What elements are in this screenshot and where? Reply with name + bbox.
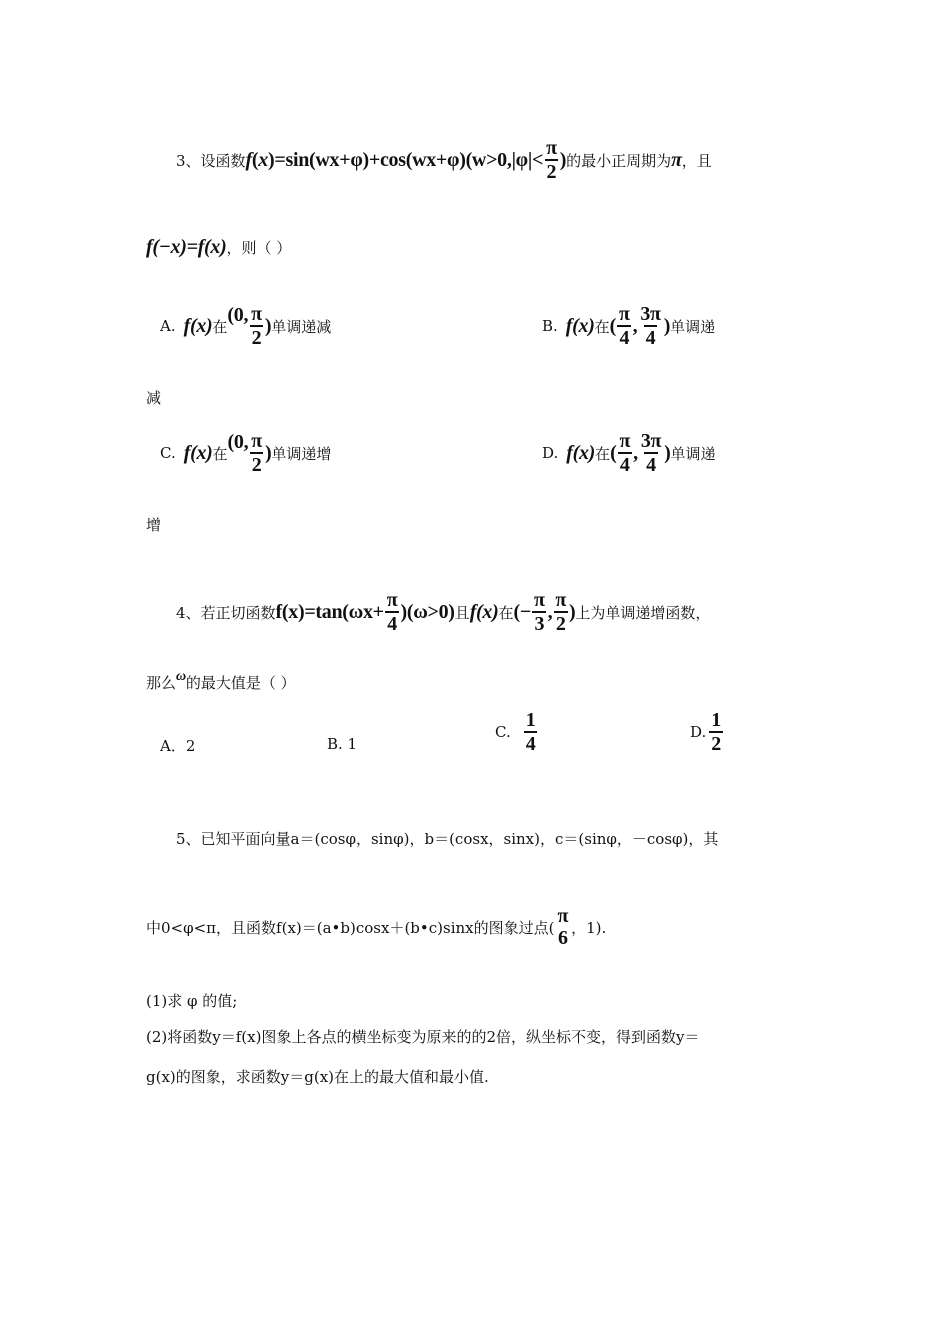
q3-function-formula: f(x)=sin(wx+φ)+cos(wx+φ)(w>0,|φ|< bbox=[245, 148, 544, 171]
q3-stem-line2: f(−x)=f(x) ，则（ ） bbox=[146, 236, 292, 258]
q3-even-condition: f(−x)=f(x) bbox=[146, 236, 227, 258]
q4-stem-line2: 那么 ω 的最大值是（ ） bbox=[146, 669, 296, 692]
q3-option-d[interactable]: D. f(x) 在 ( $\frac{\pi}{4}$ , $\frac{3\pi}{4}$ ) 单调递 bbox=[542, 430, 716, 476]
q4-option-d[interactable]: D. $\frac{1}{2}$ bbox=[690, 709, 721, 755]
q5-stem-line2: 中0<φ<π，且函数f(x)＝(a•b)cosx＋(b•c)sinx的图象过点( π 6 ，1). bbox=[146, 905, 607, 949]
q5-part-1: (1)求 φ 的值; bbox=[146, 992, 238, 1010]
q3-option-b[interactable]: B. f(x) 在 ( $\frac{\pi}{4}$ , $\frac{3\pi}{4}$ ) 单调递 bbox=[542, 303, 716, 349]
q3-option-c[interactable]: C. f(x) 在 (0, $\frac{\pi}{2}$ ) 单调递增 bbox=[160, 430, 332, 476]
q4-option-c[interactable]: C. $\frac{1}{4}$ bbox=[495, 709, 536, 755]
q3-stem-line1: 3、设函数 f(x)=sin(wx+φ)+cos(wx+φ)(w>0,|φ|< $\frac{\pi}{2}$ ) 的最小正周期为 π ，且 bbox=[176, 137, 712, 183]
q3-tail: 的最小正周期为 bbox=[566, 151, 672, 170]
q4-option-b[interactable]: B. 1 bbox=[327, 735, 358, 753]
q3-pi-over-2: $\frac{\pi}{2}$ bbox=[546, 137, 557, 183]
q3-option-a[interactable]: A. f(x) 在 (0, $\frac{\pi}{2}$ ) 单调递减 bbox=[160, 303, 332, 349]
q4-stem-line1: 4、若正切函数 f(x)=tan(ωx+ $\frac{\pi}{4}$ )(ω>0) 且 f(x) 在 (− $\frac{\pi}{3}$ , $\frac{\pi}{2}$ ) 上为单调递增函数， bbox=[176, 589, 711, 635]
q5-point-pi-over-6: π 6 bbox=[557, 905, 569, 949]
q3-option-b-wrap: 减 bbox=[146, 389, 162, 407]
q3-lead: 3、设函数 bbox=[176, 151, 246, 170]
q4-option-a[interactable]: A．2 bbox=[160, 737, 196, 755]
q3-option-d-wrap: 增 bbox=[146, 516, 162, 534]
q5-stem-line1: 5、已知平面向量a＝(cosφ，sinφ)，b＝(cosx，sinx)，c＝(sinφ，－cosφ)，其 bbox=[176, 830, 719, 848]
q5-part-2-line2: g(x)的图象，求函数y＝g(x)在上的最大值和最小值. bbox=[146, 1068, 489, 1086]
q5-part-2-line1: (2)将函数y＝f(x)图象上各点的横坐标变为原来的的2倍，纵坐标不变，得到函数y＝ bbox=[146, 1028, 700, 1046]
